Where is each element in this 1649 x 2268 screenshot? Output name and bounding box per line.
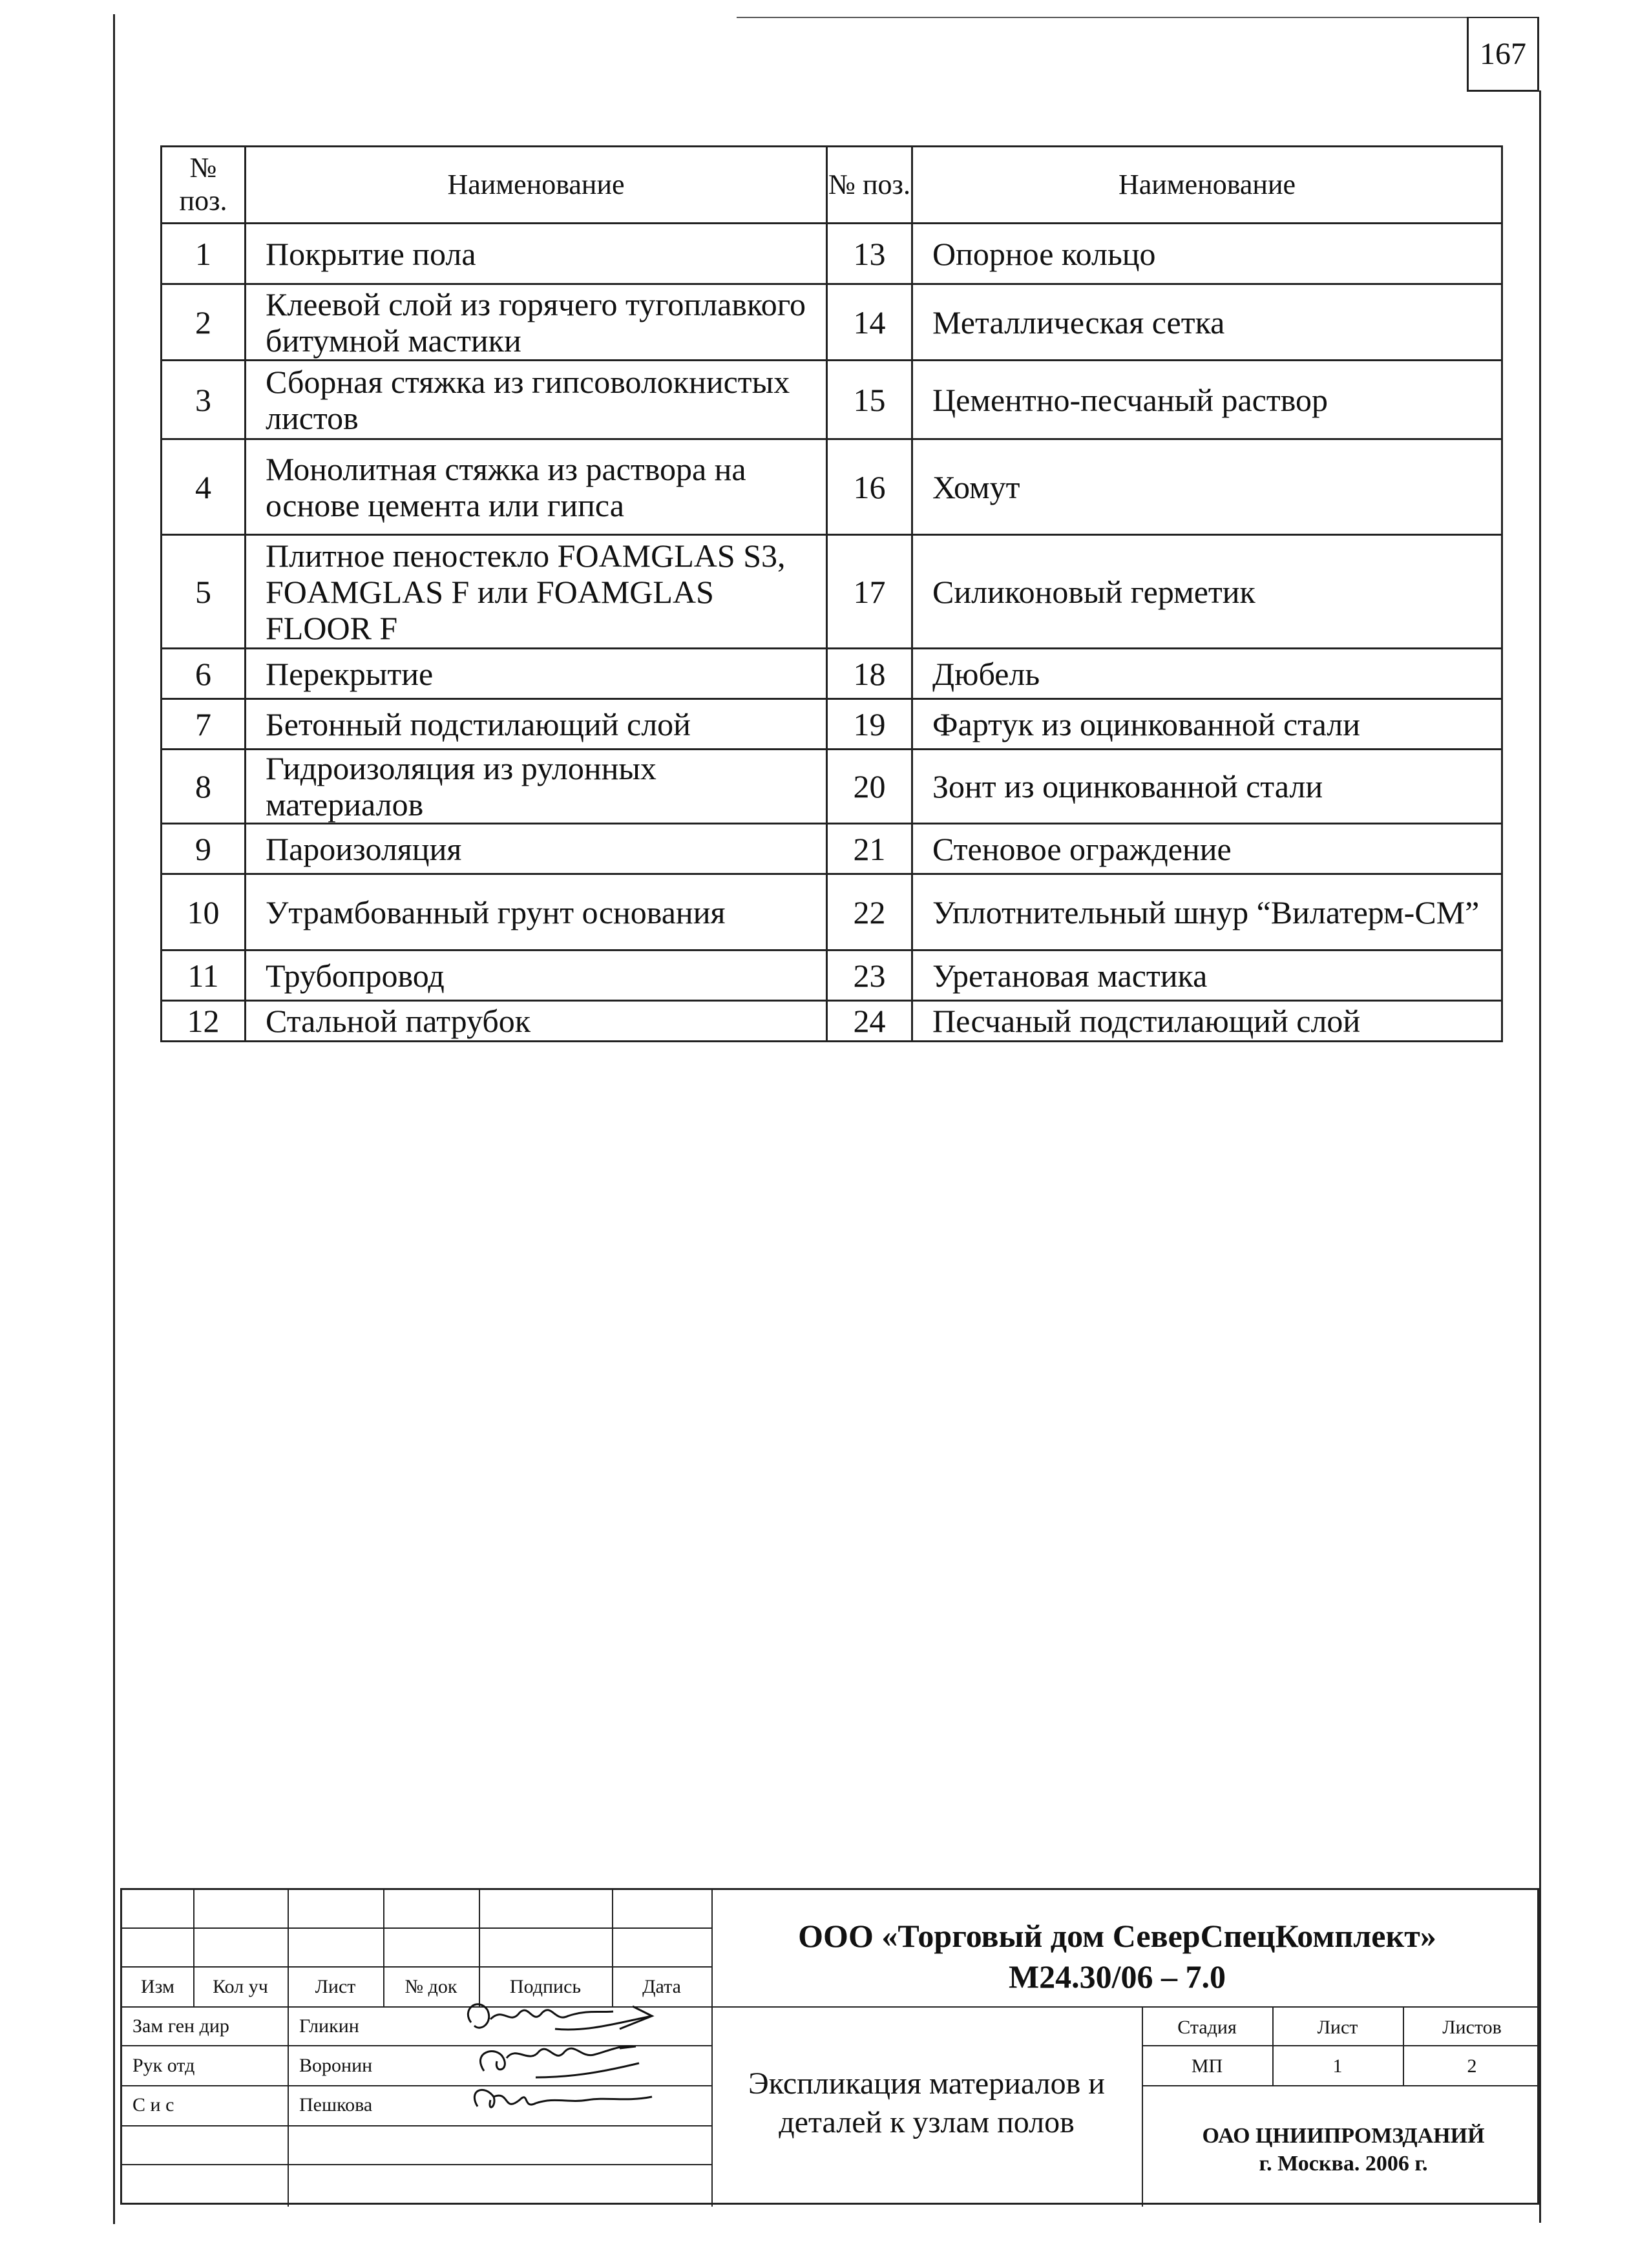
cell-name-left: Бетонный подстилающий слой bbox=[246, 699, 827, 750]
cell-name-left: Стальной патрубок bbox=[246, 1001, 827, 1042]
person-2: Пешкова bbox=[299, 2094, 373, 2116]
cell-pos-right: 14 bbox=[827, 284, 912, 361]
col-podpis: Подпись bbox=[509, 1976, 582, 1997]
developer-block bbox=[1150, 2123, 1537, 2178]
sheets-value: 2 bbox=[1467, 2055, 1477, 2077]
tb-line bbox=[1142, 2045, 1541, 2046]
header-name-right: Наименование bbox=[912, 147, 1502, 224]
person-0: Гликин bbox=[299, 2015, 359, 2037]
role-0: Зам ген дир bbox=[132, 2015, 229, 2037]
tb-line bbox=[122, 2125, 711, 2126]
cell-pos-right: 16 bbox=[827, 439, 912, 535]
document-title: Экспликация материалов и деталей к узлам полов bbox=[748, 2066, 1105, 2139]
cell-name-right: Зонт из оцинкованной стали bbox=[912, 750, 1502, 824]
col-izm: Изм bbox=[140, 1976, 175, 1997]
title-block bbox=[120, 1888, 1539, 2205]
cell-pos-right: 21 bbox=[827, 824, 912, 874]
header-pos-right: № поз. bbox=[827, 147, 912, 224]
header-pos-left: № поз. bbox=[162, 147, 246, 224]
cell-name-right: Уретановая мастика bbox=[912, 950, 1502, 1001]
cell-pos-right: 22 bbox=[827, 874, 912, 950]
tb-line bbox=[122, 1966, 711, 1968]
cell-name-right: Силиконовый герметик bbox=[912, 535, 1502, 649]
cell-name-right: Уплотнительный шнур “Вилатерм-СМ” bbox=[912, 874, 1502, 950]
cell-name-right: Фартук из оцинкованной стали bbox=[912, 699, 1502, 750]
cell-pos-left: 12 bbox=[162, 1001, 246, 1042]
frame-top-line bbox=[737, 17, 1480, 18]
col-list: Лист bbox=[315, 1976, 356, 1997]
cell-name-left: Пароизоляция bbox=[246, 824, 827, 874]
tb-line bbox=[122, 1927, 711, 1929]
sheet-value: 1 bbox=[1332, 2055, 1343, 2077]
cell-pos-left: 9 bbox=[162, 824, 246, 874]
cell-name-left: Монолитная стяжка из раствора на основе цемента или гипса bbox=[246, 439, 827, 535]
person-1: Воронин bbox=[299, 2055, 373, 2076]
cell-pos-right: 24 bbox=[827, 1001, 912, 1042]
cell-pos-right: 17 bbox=[827, 535, 912, 649]
sheet-label: Лист bbox=[1317, 2017, 1358, 2038]
cell-name-left: Перекрытие bbox=[246, 649, 827, 699]
cell-pos-right: 23 bbox=[827, 950, 912, 1001]
tb-line bbox=[288, 1890, 289, 2207]
cell-name-left: Гидроизоляция из рулонных материалов bbox=[246, 750, 827, 824]
frame-right-line bbox=[1539, 90, 1541, 2223]
cell-name-left: Плитное пеностекло FOAMGLAS S3, FOAMGLAS F или FOAMGLAS FLOOR F bbox=[246, 535, 827, 649]
cell-name-right: Металлическая сетка bbox=[912, 284, 1502, 361]
role-2: С и с bbox=[132, 2094, 174, 2116]
table-row bbox=[162, 535, 1502, 649]
table-row bbox=[162, 750, 1502, 824]
col-n-dok: № док bbox=[404, 1976, 457, 1997]
table-row bbox=[162, 699, 1502, 750]
frame-left-line bbox=[113, 14, 115, 2224]
header-name-left: Наименование bbox=[246, 147, 827, 224]
cell-pos-left: 8 bbox=[162, 750, 246, 824]
cell-name-left: Сборная стяжка из гипсоволокнистых листов bbox=[246, 361, 827, 439]
cell-name-right: Хомут bbox=[912, 439, 1502, 535]
table-row bbox=[162, 284, 1502, 361]
cell-pos-left: 11 bbox=[162, 950, 246, 1001]
col-data: Дата bbox=[642, 1976, 681, 1997]
table-header-row bbox=[162, 147, 1502, 224]
table-row bbox=[162, 224, 1502, 284]
table-row bbox=[162, 439, 1502, 535]
document-code: М24.30/06 – 7.0 bbox=[1008, 1958, 1226, 1995]
cell-pos-right: 20 bbox=[827, 750, 912, 824]
cell-name-left: Утрамбованный грунт основания bbox=[246, 874, 827, 950]
cell-pos-right: 15 bbox=[827, 361, 912, 439]
cell-pos-left: 4 bbox=[162, 439, 246, 535]
cell-name-left: Покрытие пола bbox=[246, 224, 827, 284]
table-row bbox=[162, 874, 1502, 950]
cell-name-right: Цементно-песчаный раствор bbox=[912, 361, 1502, 439]
cell-name-right: Дюбель bbox=[912, 649, 1502, 699]
cell-pos-left: 10 bbox=[162, 874, 246, 950]
tb-line bbox=[1142, 2085, 1541, 2086]
cell-pos-left: 3 bbox=[162, 361, 246, 439]
cell-name-right: Опорное кольцо bbox=[912, 224, 1502, 284]
table-row bbox=[162, 824, 1502, 874]
sheets-label: Листов bbox=[1442, 2017, 1502, 2038]
stage-label: Стадия bbox=[1177, 2017, 1237, 2038]
cell-pos-right: 13 bbox=[827, 224, 912, 284]
cell-pos-left: 1 bbox=[162, 224, 246, 284]
col-kol-uch: Кол уч bbox=[213, 1976, 268, 1997]
organization-name: ООО «Торговый дом СеверСпецКомплект» bbox=[798, 1918, 1436, 1954]
tb-line bbox=[122, 2164, 711, 2165]
explication-table bbox=[160, 145, 1503, 1042]
role-1: Рук отд bbox=[132, 2055, 195, 2076]
cell-pos-left: 5 bbox=[162, 535, 246, 649]
developer-city: г. Москва. 2006 г. bbox=[1259, 2151, 1428, 2176]
cell-pos-left: 7 bbox=[162, 699, 246, 750]
table-row bbox=[162, 649, 1502, 699]
tb-line bbox=[711, 2006, 1541, 2008]
developer-name: ОАО ЦНИИПРОМЗДАНИЙ bbox=[1202, 2124, 1485, 2148]
cell-name-left: Клеевой слой из горячего тугоплавкого битумной мастики bbox=[246, 284, 827, 361]
cell-name-right: Песчаный подстилающий слой bbox=[912, 1001, 1502, 1042]
cell-pos-left: 2 bbox=[162, 284, 246, 361]
cell-pos-right: 19 bbox=[827, 699, 912, 750]
signature-gikin bbox=[458, 1993, 665, 2116]
cell-name-left: Трубопровод bbox=[246, 950, 827, 1001]
cell-pos-right: 18 bbox=[827, 649, 912, 699]
cell-pos-left: 6 bbox=[162, 649, 246, 699]
table-row bbox=[162, 361, 1502, 439]
table-row bbox=[162, 1001, 1502, 1042]
organization-block bbox=[704, 1916, 1531, 1997]
page-number: 167 bbox=[1467, 17, 1539, 92]
table-row bbox=[162, 950, 1502, 1001]
stage-value: МП bbox=[1191, 2055, 1223, 2077]
cell-name-right: Стеновое ограждение bbox=[912, 824, 1502, 874]
